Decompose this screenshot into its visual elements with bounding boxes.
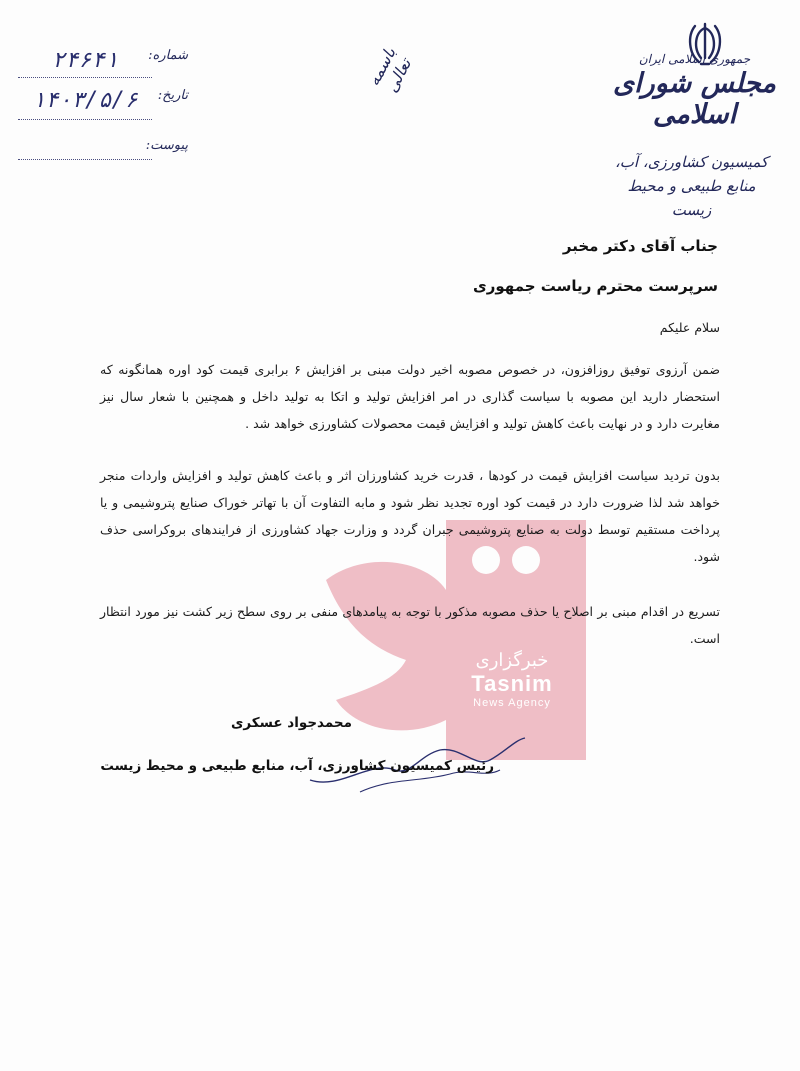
number-value: ۲۴۶۴۱ [51,48,119,73]
watermark-fa: خبرگزاری [475,650,549,671]
paragraph-1: ضمن آرزوی توفیق روزافزون، در خصوص مصوبه اخیر دولت مبنی بر افزایش ۶ برابری قیمت کود اوره همانگونه که استحضار دارید این مصوبه با سیاست گذاری در امر افزایش تولید و اتکا به تولید داخل و همچنین با شعار سال نیز مغایرت دارد و در نهایت باعث کاهش تولید و افزایش قیمت محصولات کشاورزی خواهد شد . [100,362,721,431]
attachment-label: پیوست: [145,138,188,153]
date-label: تاریخ: [157,88,188,103]
watermark-sub: News Agency [473,697,551,709]
attachment-dotted-line [18,159,152,160]
letter-date-field [18,88,188,120]
signatory-name: محمدجواد عسکری [231,715,352,731]
addressee-title: سرپرست محترم ریاست جمهوری [473,277,718,295]
watermark-text [442,650,582,709]
paragraph-2: بدون تردید سیاست افزایش قیمت در کودها ، قدرت خرید کشاورزان اثر و باعث کاهش تولید و افزایش واردات منجر خواهد شد لذا ضرورت دارد در قیمت کود اوره تجدید نظر شود و مابه التفاوت آن با تهاتر خوراک صنایع پتروشیمی و یا پرداخت مستقیم توسط دولت به صنایع پتروشیمی جبران گردد و وزارت جهاد کشاورزی از فرایندهای بروکراسی حذف شود. [100,468,720,564]
letter-number-field [18,48,188,78]
number-label: شماره: [148,48,188,63]
signatory-title: رئیس کمیسیون کشاورزی، آب، منابع طبیعی و محیط زیست [100,758,494,774]
org-country: جمهوری اسلامی ایران [638,52,751,66]
organization-header [607,52,782,130]
attachment-field [18,138,188,160]
date-value: ۱۴۰۳/۵/۶ [32,88,138,113]
commission-line-1: کمیسیون کشاورزی، آب، [614,153,769,171]
invocation: باسمه تعالی [363,44,416,96]
number-dotted-line [18,77,152,78]
paragraph-3: تسریع در اقدام مبنی بر اصلاح یا حذف مصوبه مذکور با توجه به پیامدهای منفی بر روی سطح زیر کشت نیز مورد انتظار است. [100,604,720,646]
org-parliament: مجلس شورای اسلامی [613,68,776,131]
date-dotted-line [18,119,152,120]
commission-name [609,150,774,222]
greeting: سلام علیکم [659,320,720,335]
addressee-name: جناب آقای دکتر مخبر [562,237,718,255]
watermark-en: Tasnim [471,671,553,696]
commission-line-2: منابع طبیعی و محیط زیست [627,177,756,219]
